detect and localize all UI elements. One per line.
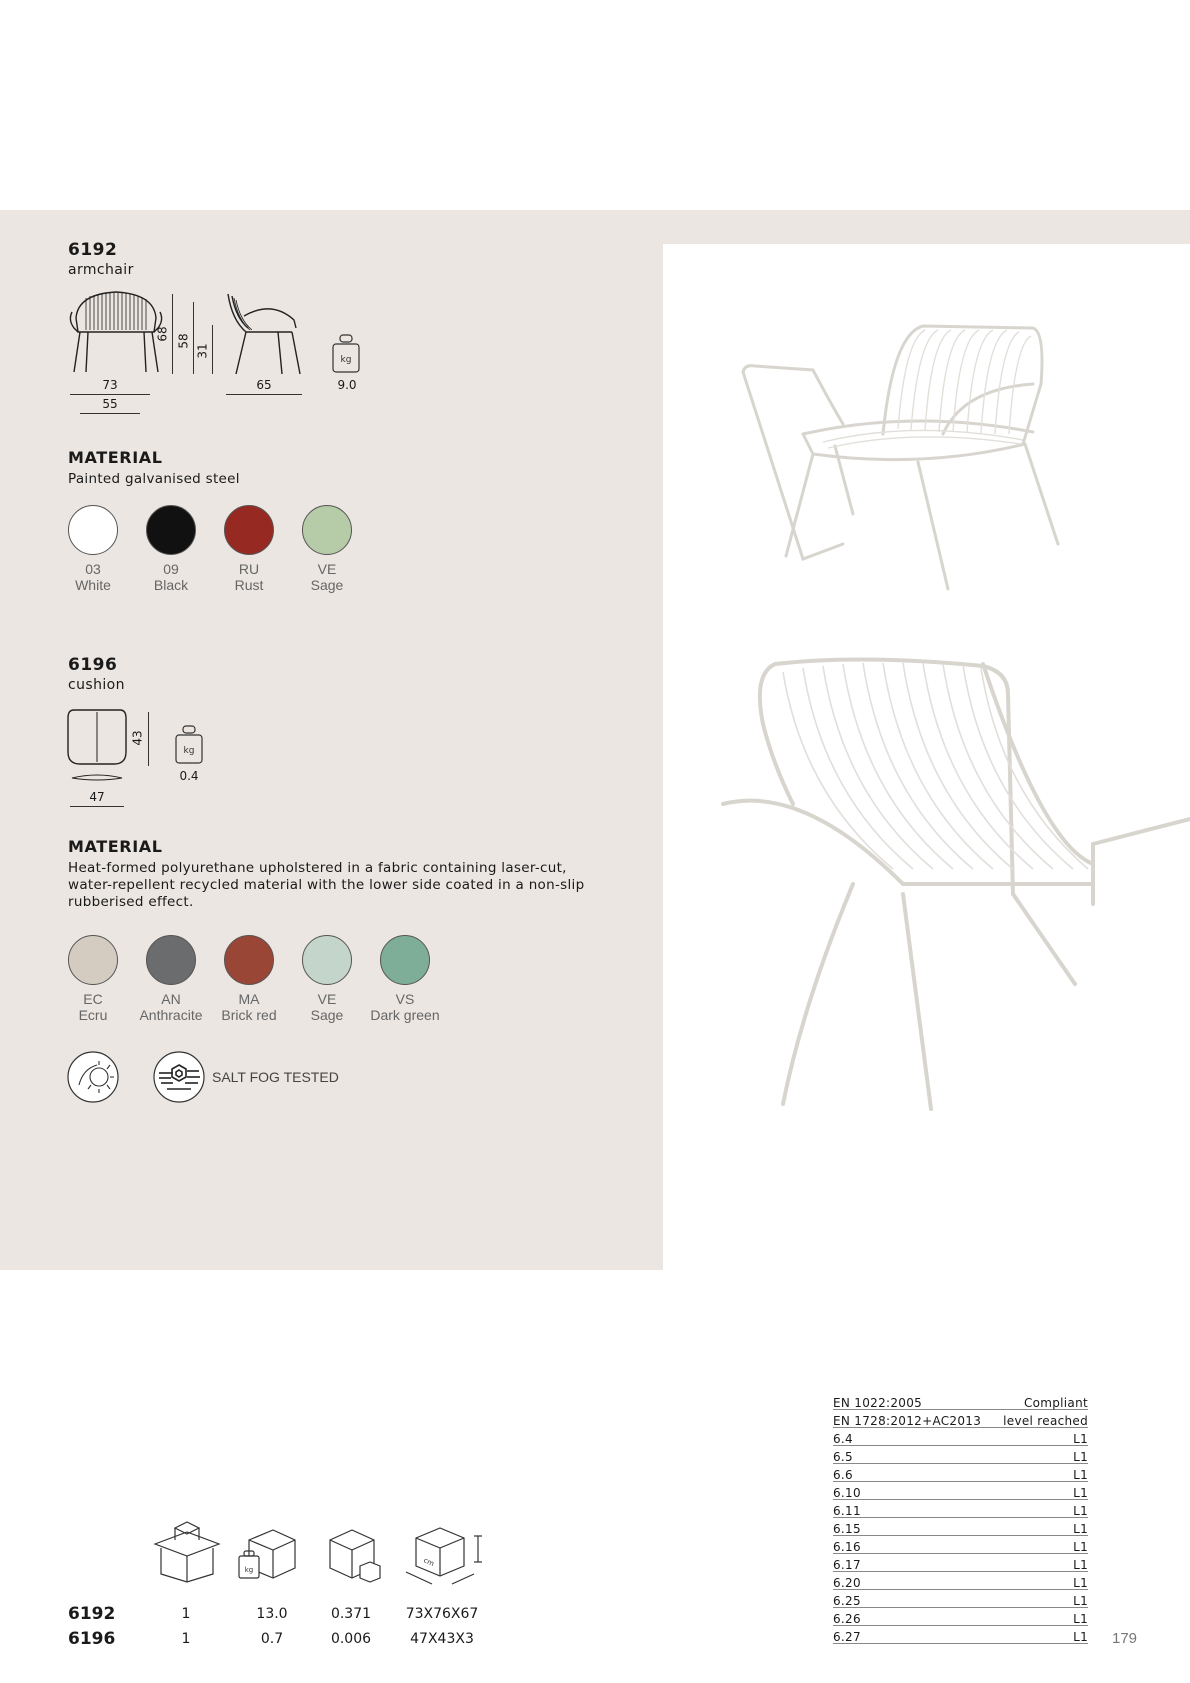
pack-weight: 0.7 xyxy=(260,1631,284,1647)
norm-row xyxy=(833,1414,1088,1432)
pack-qty: 1 xyxy=(181,1606,191,1622)
cushion-material-text: Heat-formed polyurethane upholstered in a fabric containing laser-cut, water-repellent recycled material with the lower side coated in a non-slip rubberised effect. xyxy=(68,860,585,910)
norm-row-rule xyxy=(833,1571,1088,1572)
dim-line xyxy=(172,294,173,374)
norm-row-rule xyxy=(833,1643,1088,1644)
box-weight-icon-label: kg xyxy=(244,1566,254,1574)
color-swatch xyxy=(302,935,352,985)
norm-row-rule xyxy=(833,1553,1088,1554)
norm-label: EN 1728:2012+AC2013 xyxy=(833,1414,982,1428)
norm-value: level reached xyxy=(1003,1414,1088,1428)
box-quantity-icon xyxy=(153,1518,221,1584)
norm-label: EN 1022:2005 xyxy=(833,1396,923,1410)
dim-line xyxy=(226,394,302,395)
norm-row xyxy=(833,1558,1088,1576)
norm-row xyxy=(833,1468,1088,1486)
cushion-dim-weight: 0.4 xyxy=(179,769,199,783)
norm-value: L1 xyxy=(1073,1504,1088,1518)
norm-row-rule xyxy=(833,1625,1088,1626)
norm-row xyxy=(833,1594,1088,1612)
color-code: EC xyxy=(83,991,103,1007)
dim-seat: 31 xyxy=(195,343,210,359)
norm-value: L1 xyxy=(1073,1450,1088,1464)
color-swatch xyxy=(68,505,118,555)
dim-weight: 9.0 xyxy=(337,378,357,392)
norm-label: 6.25 xyxy=(833,1594,861,1608)
dim-width: 73 xyxy=(102,378,118,392)
pack-code: 6196 xyxy=(68,1629,116,1649)
pack-qty: 1 xyxy=(181,1631,191,1647)
color-name: Sage xyxy=(310,577,344,593)
weight-icon xyxy=(332,334,360,374)
color-name: Ecru xyxy=(78,1007,108,1023)
dim-width-inner: 55 xyxy=(102,397,118,411)
color-code: VE xyxy=(317,561,337,577)
salt-fog-icon xyxy=(153,1051,205,1103)
norm-value: L1 xyxy=(1073,1432,1088,1446)
weight-icon xyxy=(175,725,203,765)
armchair-code: 6192 xyxy=(68,240,118,260)
armchair-front-drawing xyxy=(66,288,166,378)
norm-row xyxy=(833,1522,1088,1540)
uv-resistant-icon xyxy=(67,1051,119,1103)
norm-label: 6.16 xyxy=(833,1540,861,1554)
cushion-dim-width: 47 xyxy=(89,790,105,804)
dim-line xyxy=(80,413,140,414)
norm-row-rule xyxy=(833,1463,1088,1464)
color-name: Dark green xyxy=(370,1007,440,1023)
dim-line xyxy=(193,302,194,374)
norm-value: L1 xyxy=(1073,1630,1088,1644)
color-swatch xyxy=(146,505,196,555)
color-name: Anthracite xyxy=(139,1007,203,1023)
norm-label: 6.17 xyxy=(833,1558,861,1572)
norm-row xyxy=(833,1486,1088,1504)
color-swatch xyxy=(68,935,118,985)
pack-code: 6192 xyxy=(68,1604,116,1624)
color-swatch xyxy=(380,935,430,985)
norm-row xyxy=(833,1540,1088,1558)
norm-label: 6.6 xyxy=(833,1468,853,1482)
norm-value: L1 xyxy=(1073,1468,1088,1482)
norm-value: L1 xyxy=(1073,1558,1088,1572)
dim-line xyxy=(212,325,213,374)
armchair-side-drawing xyxy=(222,292,304,378)
color-name: Rust xyxy=(234,577,264,593)
color-code: 03 xyxy=(85,561,101,577)
norm-label: 6.4 xyxy=(833,1432,853,1446)
color-code: RU xyxy=(238,561,260,577)
color-code: 09 xyxy=(163,561,179,577)
norm-label: 6.15 xyxy=(833,1522,861,1536)
cushion-name: cushion xyxy=(68,677,125,693)
norm-row xyxy=(833,1432,1088,1450)
pack-volume: 0.006 xyxy=(330,1631,372,1647)
norm-row xyxy=(833,1450,1088,1468)
armchair-name: armchair xyxy=(68,262,134,278)
norm-label: 6.5 xyxy=(833,1450,853,1464)
color-code: MA xyxy=(238,991,260,1007)
norm-label: 6.20 xyxy=(833,1576,861,1590)
color-name: Black xyxy=(153,577,189,593)
box-dimensions-icon-label: cm xyxy=(422,1556,436,1569)
weight-icon-label: kg xyxy=(340,355,352,365)
color-code: AN xyxy=(161,991,181,1007)
norm-value: L1 xyxy=(1073,1540,1088,1554)
pack-weight: 13.0 xyxy=(256,1606,288,1622)
norm-value: L1 xyxy=(1073,1522,1088,1536)
pack-size: 47X43X3 xyxy=(410,1631,474,1647)
color-name: White xyxy=(75,577,111,593)
norm-value: Compliant xyxy=(1023,1396,1088,1410)
dim-line xyxy=(70,394,150,395)
norm-row xyxy=(833,1576,1088,1594)
norm-row-rule xyxy=(833,1445,1088,1446)
color-swatch xyxy=(224,935,274,985)
norm-row-rule xyxy=(833,1517,1088,1518)
cushion-dim-depth: 43 xyxy=(130,730,145,746)
box-dimensions-icon xyxy=(402,1522,486,1588)
norm-value: L1 xyxy=(1073,1576,1088,1590)
norm-row xyxy=(833,1504,1088,1522)
norm-value: L1 xyxy=(1073,1612,1088,1626)
dim-depth: 65 xyxy=(256,378,272,392)
product-photo-panel xyxy=(663,244,1190,1270)
pack-volume: 0.371 xyxy=(330,1606,372,1622)
norm-label: 6.26 xyxy=(833,1612,861,1626)
cushion-material-heading: MATERIAL xyxy=(68,837,163,856)
color-swatch xyxy=(224,505,274,555)
box-volume-icon xyxy=(326,1526,384,1584)
norm-row xyxy=(833,1630,1088,1648)
norm-label: 6.11 xyxy=(833,1504,861,1518)
norm-row-rule xyxy=(833,1499,1088,1500)
cushion-code: 6196 xyxy=(68,655,118,675)
norm-label: 6.27 xyxy=(833,1630,861,1644)
armchair-photo xyxy=(663,244,1190,1270)
norm-value: L1 xyxy=(1073,1594,1088,1608)
color-code: VE xyxy=(317,991,337,1007)
color-name: Brick red xyxy=(221,1007,277,1023)
color-swatch xyxy=(302,505,352,555)
armchair-material-heading: MATERIAL xyxy=(68,448,163,467)
armchair-material-text: Painted galvanised steel xyxy=(68,471,240,487)
color-code: VS xyxy=(395,991,415,1007)
pack-size: 73X76X67 xyxy=(405,1606,479,1622)
dim-seat-arm: 58 xyxy=(176,333,191,349)
weight-icon-label: kg xyxy=(183,746,195,756)
norm-label: 6.10 xyxy=(833,1486,861,1500)
page-number: 179 xyxy=(1112,1630,1138,1647)
norm-row-rule xyxy=(833,1607,1088,1608)
color-name: Sage xyxy=(310,1007,344,1023)
norm-row xyxy=(833,1612,1088,1630)
norm-row-rule xyxy=(833,1535,1088,1536)
salt-fog-label: SALT FOG TESTED xyxy=(212,1069,339,1085)
norm-row-rule xyxy=(833,1481,1088,1482)
color-swatch xyxy=(146,935,196,985)
norm-row xyxy=(833,1396,1088,1414)
box-weight-icon xyxy=(235,1526,297,1582)
norm-value: L1 xyxy=(1073,1486,1088,1500)
cushion-top-drawing xyxy=(66,708,128,784)
dim-line xyxy=(148,712,149,766)
dim-height: 68 xyxy=(155,326,170,342)
norm-row-rule xyxy=(833,1589,1088,1590)
dim-line xyxy=(70,806,124,807)
